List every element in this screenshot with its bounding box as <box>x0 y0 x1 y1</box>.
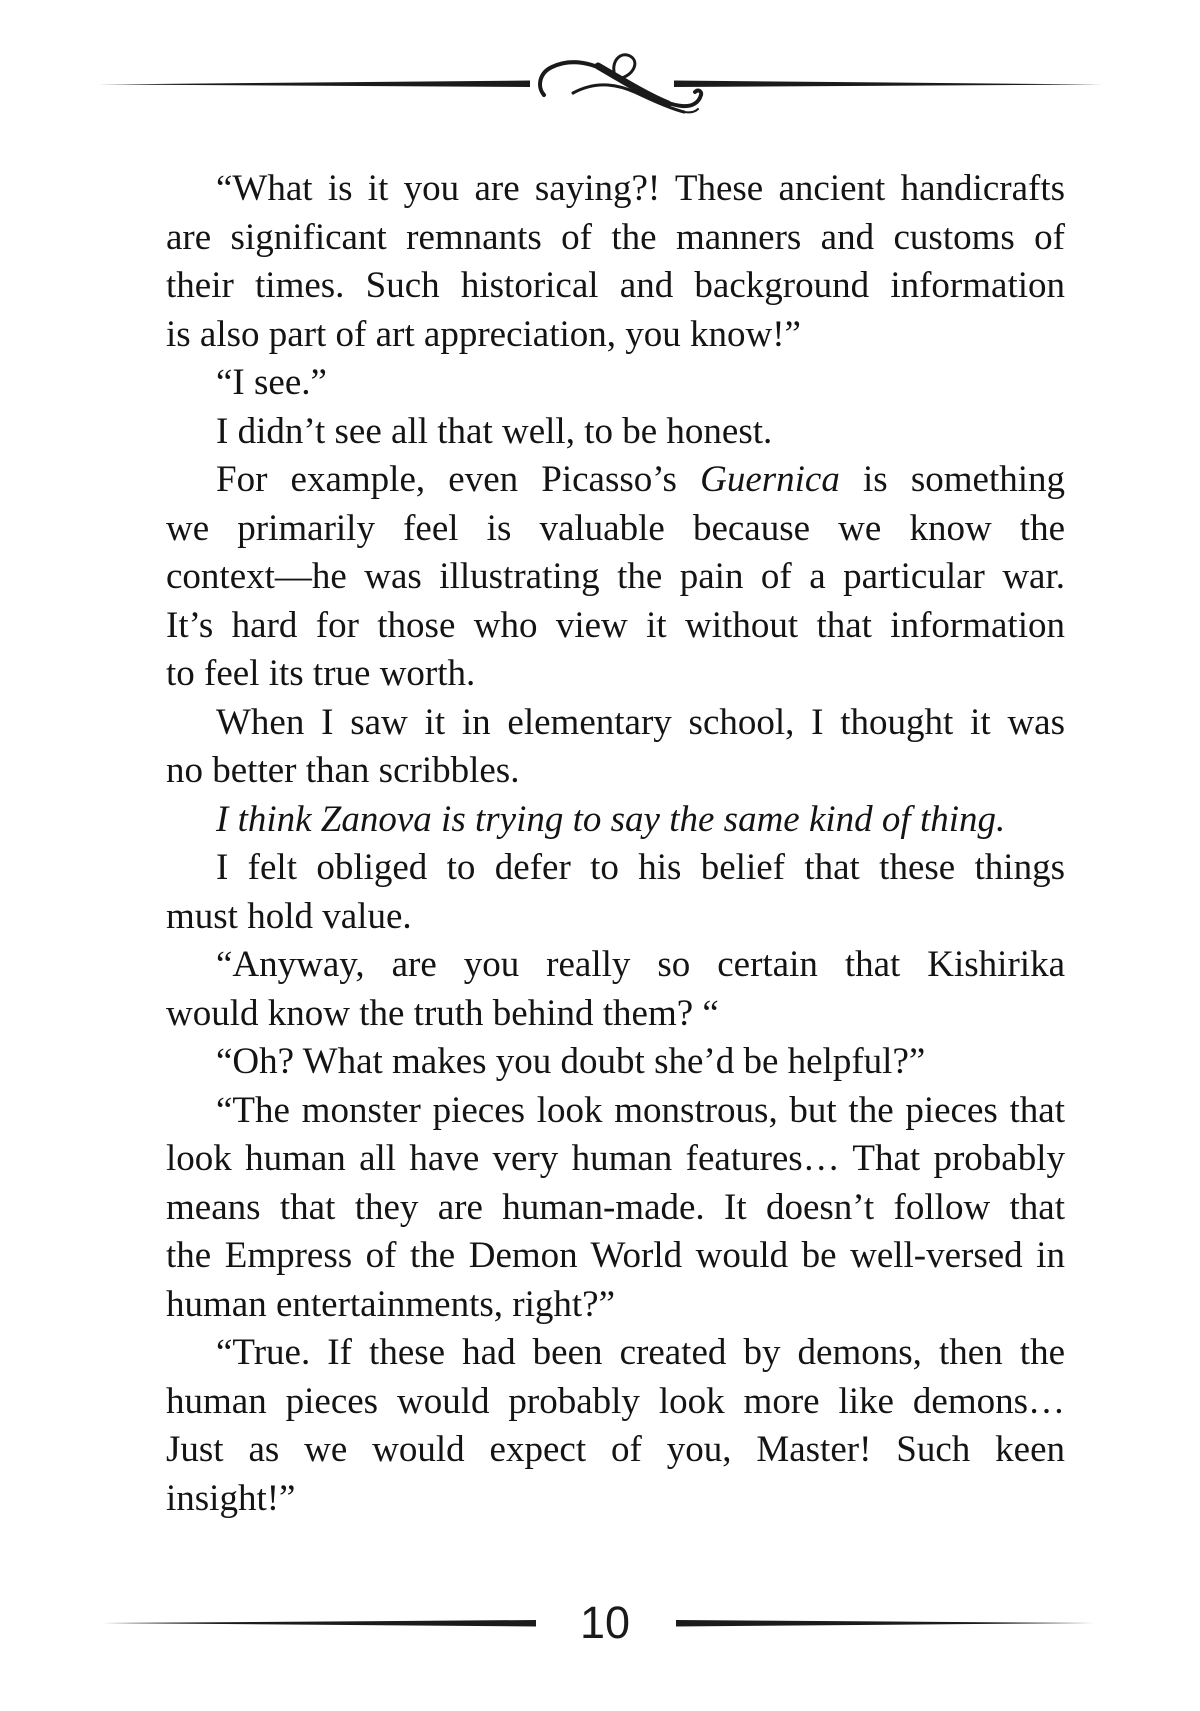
text-segment: For example, even Picasso’s <box>216 459 701 500</box>
header-rule-right <box>674 81 1102 88</box>
text-segment: Just as we would expect of you, Master! Such keen <box>166 1429 1065 1470</box>
text-segment: human pieces would probably look more like demons… <box>166 1380 1065 1422</box>
text-line <box>166 1038 1065 1087</box>
text-segment: “The monster pieces look monstrous, but the pieces that <box>216 1089 1065 1131</box>
page-number: 10 <box>579 1597 631 1648</box>
text-line <box>166 796 1065 845</box>
text-segment: It’s hard for those who view it without that information <box>166 604 1065 646</box>
text-segment: context—he was illustrating the pain of a particular war. <box>166 556 1065 597</box>
text-line <box>166 1329 1065 1378</box>
text-line <box>166 1135 1065 1184</box>
text-segment: no better than scribbles. <box>166 750 520 791</box>
text-line <box>166 941 1065 990</box>
text-segment: “Anyway, are you really so certain that Kishirika <box>216 944 1065 985</box>
text-line <box>166 1281 1065 1330</box>
text-line <box>166 1426 1065 1475</box>
text-segment: When I saw it in elementary school, I thought it was <box>216 701 1065 743</box>
italic-text: Guernica <box>700 459 840 500</box>
text-segment: “Oh? What makes you doubt she’d be helpful?” <box>216 1041 926 1082</box>
text-line <box>166 844 1065 893</box>
text-segment: human entertainments, right?” <box>166 1283 615 1325</box>
text-line <box>166 990 1065 1039</box>
text-segment: the Empress of the Demon World would be well-versed in <box>166 1235 1065 1276</box>
text-segment: look human all have very human features… That probably <box>166 1138 1065 1179</box>
text-segment: we primarily feel is valuable because we know the <box>166 507 1065 549</box>
text-segment: to feel its true worth. <box>166 653 476 694</box>
page-text <box>166 165 1065 1523</box>
text-line <box>166 650 1065 699</box>
text-segment: would know the truth behind them? “ <box>166 992 719 1034</box>
text-segment: I didn’t see all that well, to be honest. <box>216 410 773 452</box>
text-segment: is also part of art appreciation, you know!” <box>166 313 801 355</box>
text-line <box>166 553 1065 602</box>
text-segment: “True. If these had been created by demons, then the <box>216 1332 1065 1373</box>
text-segment: insight!” <box>166 1477 296 1519</box>
text-segment: is something <box>839 459 1065 500</box>
header-divider <box>0 0 1200 150</box>
footer-rule-left <box>103 1620 536 1627</box>
text-segment: must hold value. <box>166 895 412 937</box>
text-line <box>166 1232 1065 1281</box>
text-line <box>166 262 1065 311</box>
text-line <box>166 602 1065 651</box>
text-segment: their times. Such historical and background information <box>166 265 1065 306</box>
text-line <box>166 165 1065 214</box>
text-line <box>166 408 1065 457</box>
text-line <box>166 311 1065 360</box>
text-line <box>166 699 1065 748</box>
italic-text: I think Zanova is trying to say the same kind of thing. <box>216 798 1006 840</box>
text-line <box>166 1378 1065 1427</box>
text-segment: I felt obliged to defer to his belief that these things <box>216 847 1065 888</box>
text-line <box>166 1475 1065 1524</box>
text-line <box>166 505 1065 554</box>
text-line <box>166 456 1065 505</box>
text-line <box>166 1087 1065 1136</box>
text-line <box>166 747 1065 796</box>
text-segment: “I see.” <box>216 362 327 403</box>
text-line <box>166 214 1065 263</box>
footer-rule-right <box>676 1620 1094 1627</box>
text-segment: means that they are human-made. It doesn’t follow that <box>166 1186 1065 1228</box>
footer-divider <box>0 1590 1200 1650</box>
text-segment: are significant remnants of the manners and customs of <box>166 216 1065 258</box>
text-segment: “What is it you are saying?! These ancient handicrafts <box>216 168 1065 209</box>
text-line <box>166 893 1065 942</box>
header-rule-left <box>98 81 530 88</box>
text-line <box>166 1184 1065 1233</box>
text-line <box>166 359 1065 408</box>
